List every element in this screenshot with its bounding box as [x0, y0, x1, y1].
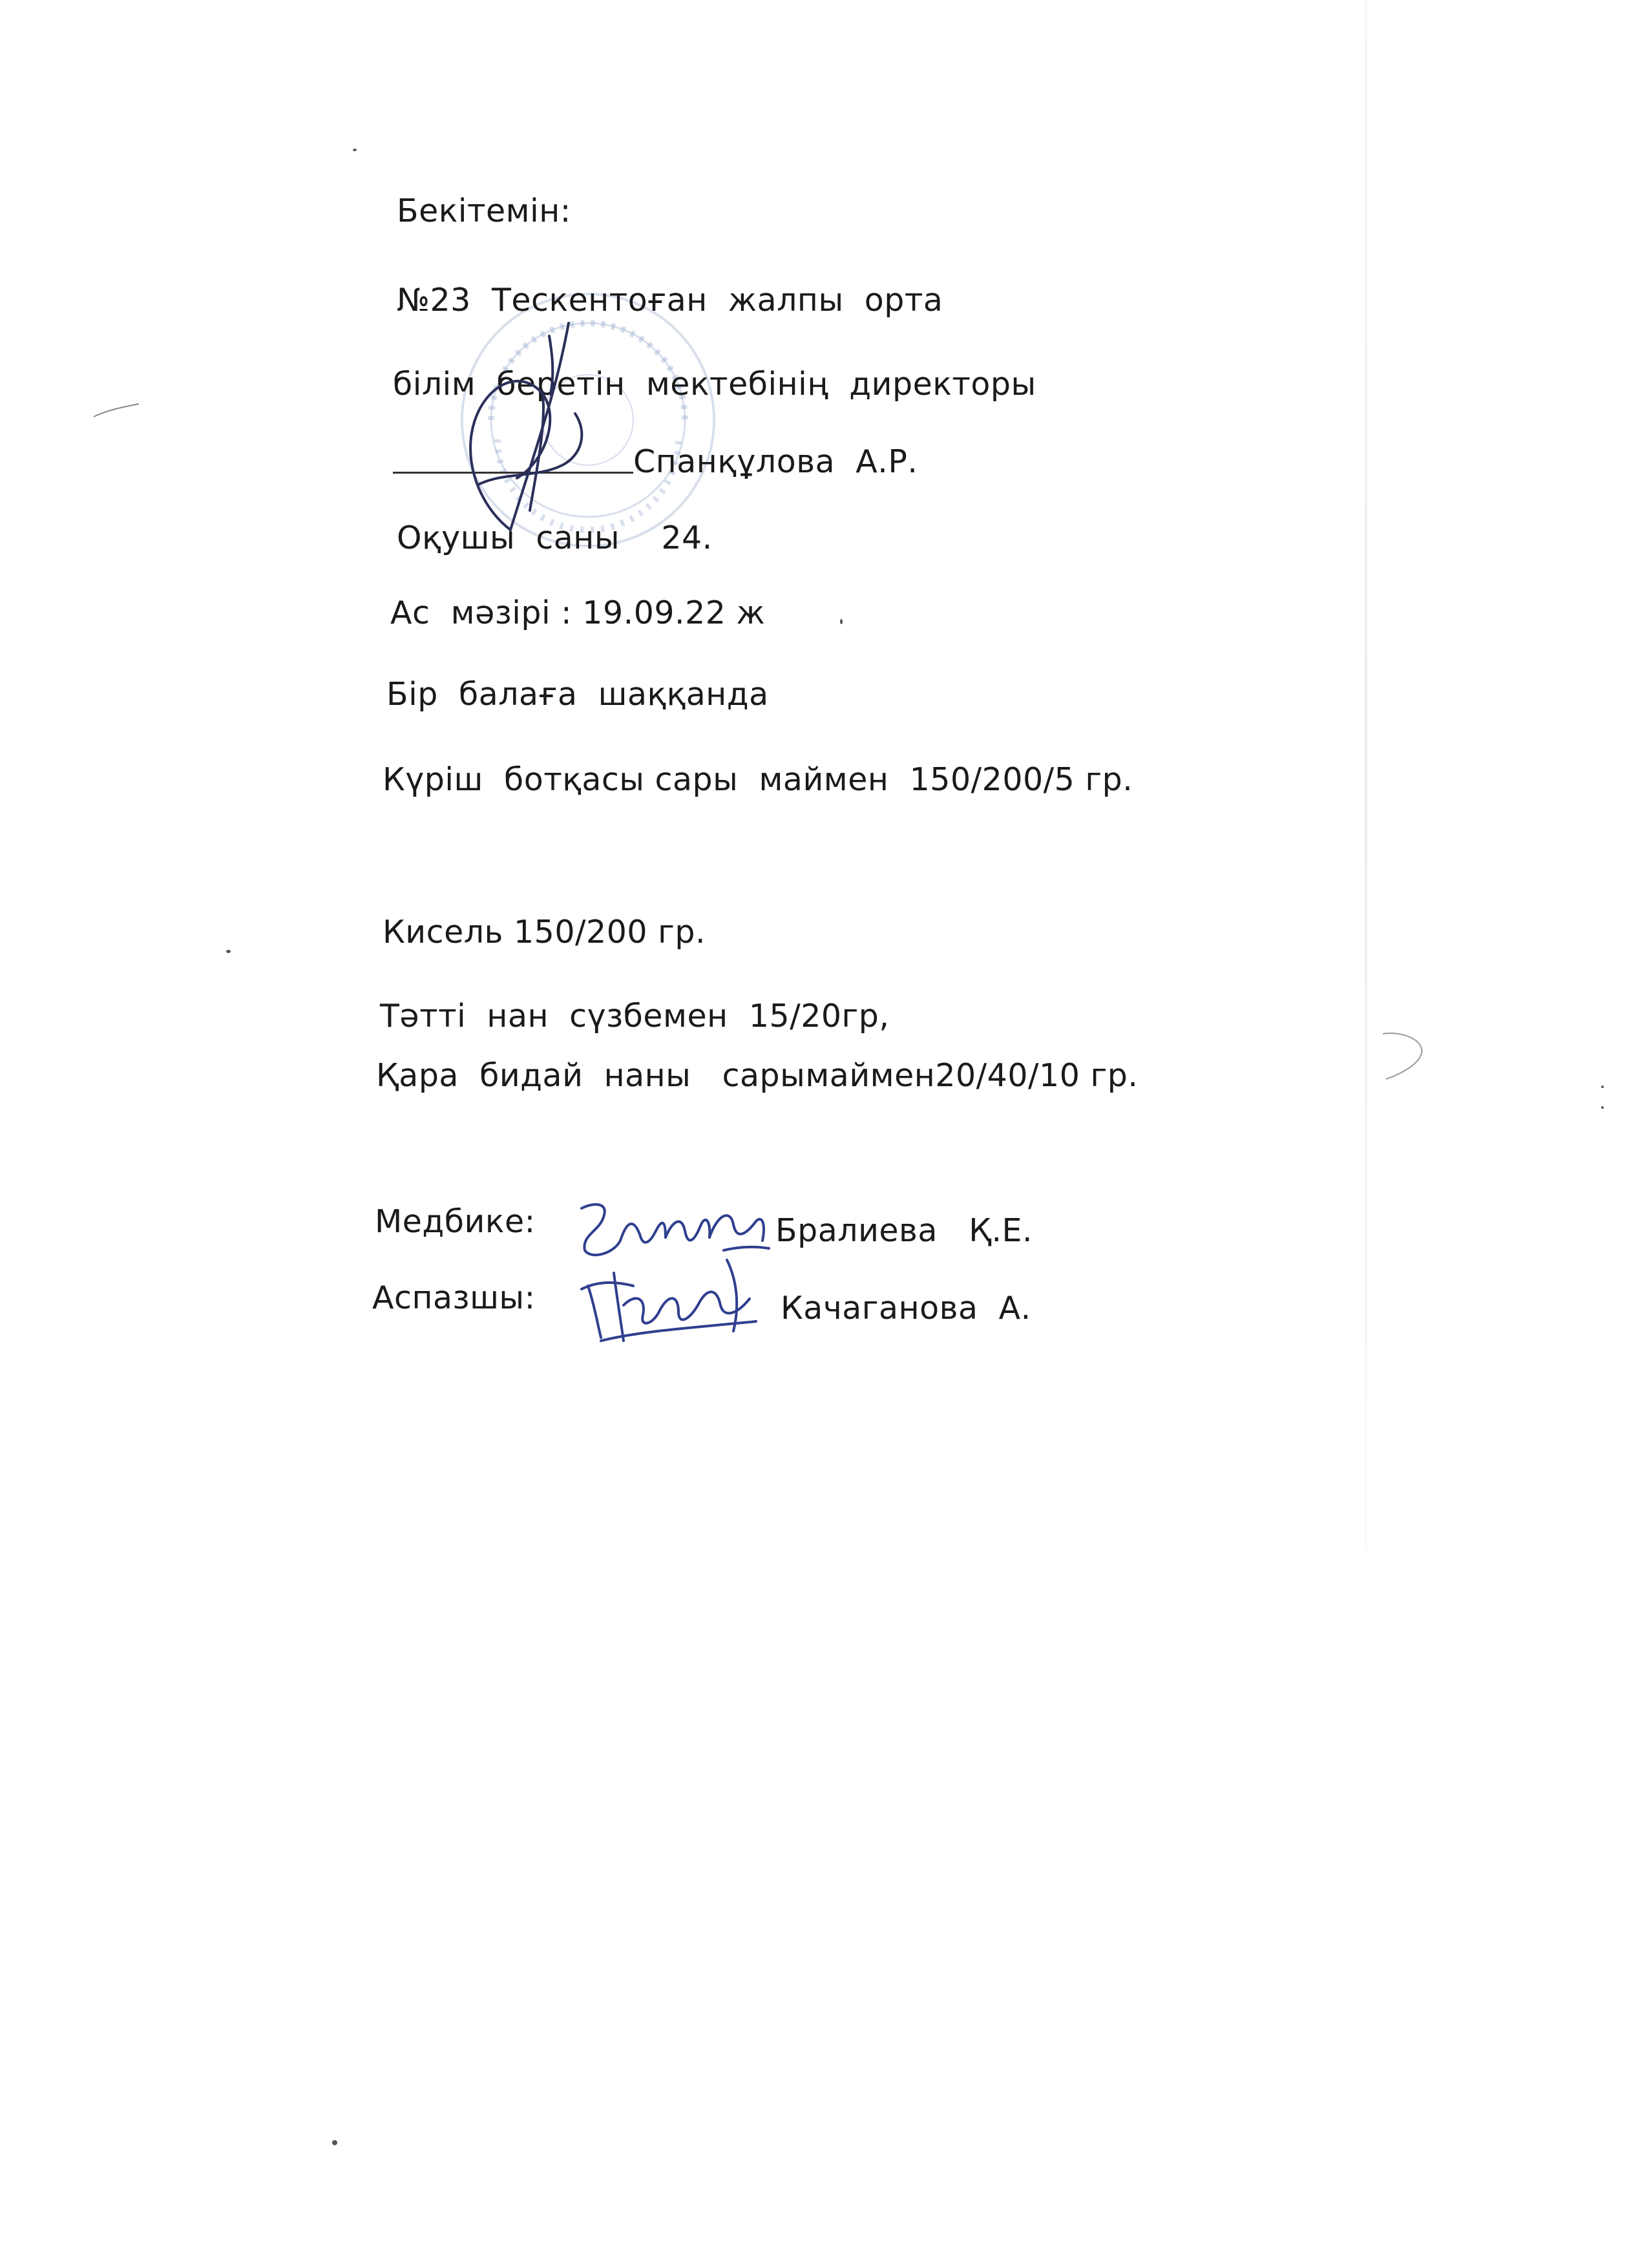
pupil-count: Оқушы саны 24.	[397, 520, 713, 556]
director-name: Спанқұлова А.Р.	[633, 443, 918, 480]
scan-speck	[1601, 1106, 1604, 1109]
nurse-label: Медбике:	[375, 1203, 536, 1240]
menu-date: Ас мәзірі : 19.09.22 ж	[390, 594, 766, 631]
scan-speck	[840, 619, 843, 624]
school-line-1: №23 Тескентоған жалпы орта	[397, 282, 943, 319]
cook-signature	[575, 1254, 769, 1350]
menu-item: Кисель 150/200 гр.	[383, 914, 706, 950]
scan-speck	[1601, 1086, 1604, 1088]
per-child-heading: Бір балаға шаққанда	[386, 676, 769, 713]
scan-mark	[90, 401, 142, 420]
scan-speck	[226, 950, 231, 953]
scan-mark	[1376, 1027, 1434, 1086]
scan-speck	[353, 149, 357, 151]
director-signature	[439, 317, 607, 549]
menu-item: Қара бидай наны сарымаймен20/40/10 гр.	[376, 1057, 1139, 1094]
menu-item: Тәтті нан сүзбемен 15/20гр,	[380, 998, 890, 1034]
nurse-name: Бралиева Қ.Е.	[775, 1212, 1033, 1249]
menu-item: Күріш ботқасы сары маймен 150/200/5 гр.	[383, 761, 1133, 798]
scan-speck	[332, 2140, 337, 2145]
scan-edge-shadow	[1365, 0, 1367, 1551]
cook-name: Качаганова А.	[781, 1290, 1031, 1327]
school-line-2: білім беретін мектебінің директоры	[393, 366, 1036, 403]
approval-heading: Бекітемін:	[397, 193, 571, 229]
cook-label: Аспазшы:	[372, 1279, 536, 1316]
